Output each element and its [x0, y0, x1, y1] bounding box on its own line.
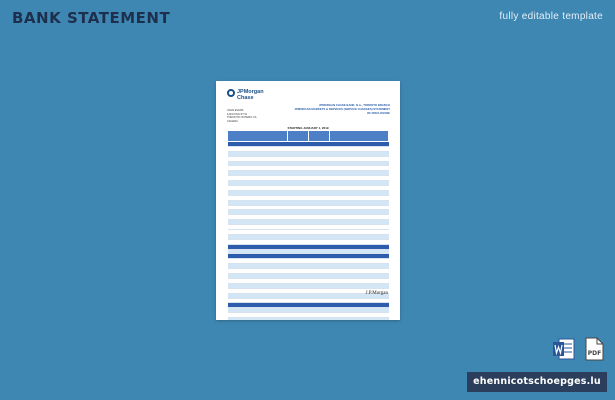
logo-octagon-icon	[227, 89, 235, 97]
address-line: CANADA	[227, 119, 238, 123]
table-cell	[288, 318, 309, 320]
bank-header-line-2: JPMORGAN MARKETS & SERVICES (SERVICE CHARGES) STATEMENT OF DISCLOSURE	[294, 107, 390, 115]
statement-preview[interactable]	[216, 81, 400, 320]
page-subtitle: fully editable template	[499, 11, 603, 22]
table-header-cell	[288, 131, 309, 142]
format-icons	[553, 337, 605, 363]
address-line: 1234 KING ST W	[227, 112, 247, 116]
table-header-cell	[309, 131, 330, 142]
table-body	[228, 142, 389, 321]
pdf-document-icon[interactable]	[583, 337, 605, 361]
bank-header	[290, 103, 390, 115]
word-document-icon[interactable]	[553, 337, 575, 361]
table-cell	[228, 318, 288, 320]
customer-address	[227, 109, 257, 123]
address-line: JOHN EVANS	[227, 109, 244, 112]
logo-line-2: Chase	[237, 95, 254, 101]
statement-date: STARTING JANUARY 1, 2019	[287, 126, 329, 130]
bank-header-line-1: JPMORGAN CHASE BANK, N.A., TORONTO BRANCH	[318, 103, 390, 107]
table-header-row	[228, 131, 389, 142]
page-title: BANK STATEMENT	[12, 9, 171, 27]
table-cell	[330, 318, 389, 320]
table-header-cell	[228, 131, 288, 142]
site-badge[interactable]: ehennicotschoepges.lu	[467, 372, 607, 392]
footer-brand: J.P.Morgan	[365, 291, 388, 296]
logo-line-1: JPMorgan	[237, 89, 264, 95]
address-line: TORONTO ONTARIO CA	[227, 116, 257, 120]
table-header-cell	[330, 131, 389, 142]
svg-text:PDF: PDF	[587, 350, 602, 357]
table-cell	[309, 318, 330, 320]
table-row	[228, 318, 389, 320]
